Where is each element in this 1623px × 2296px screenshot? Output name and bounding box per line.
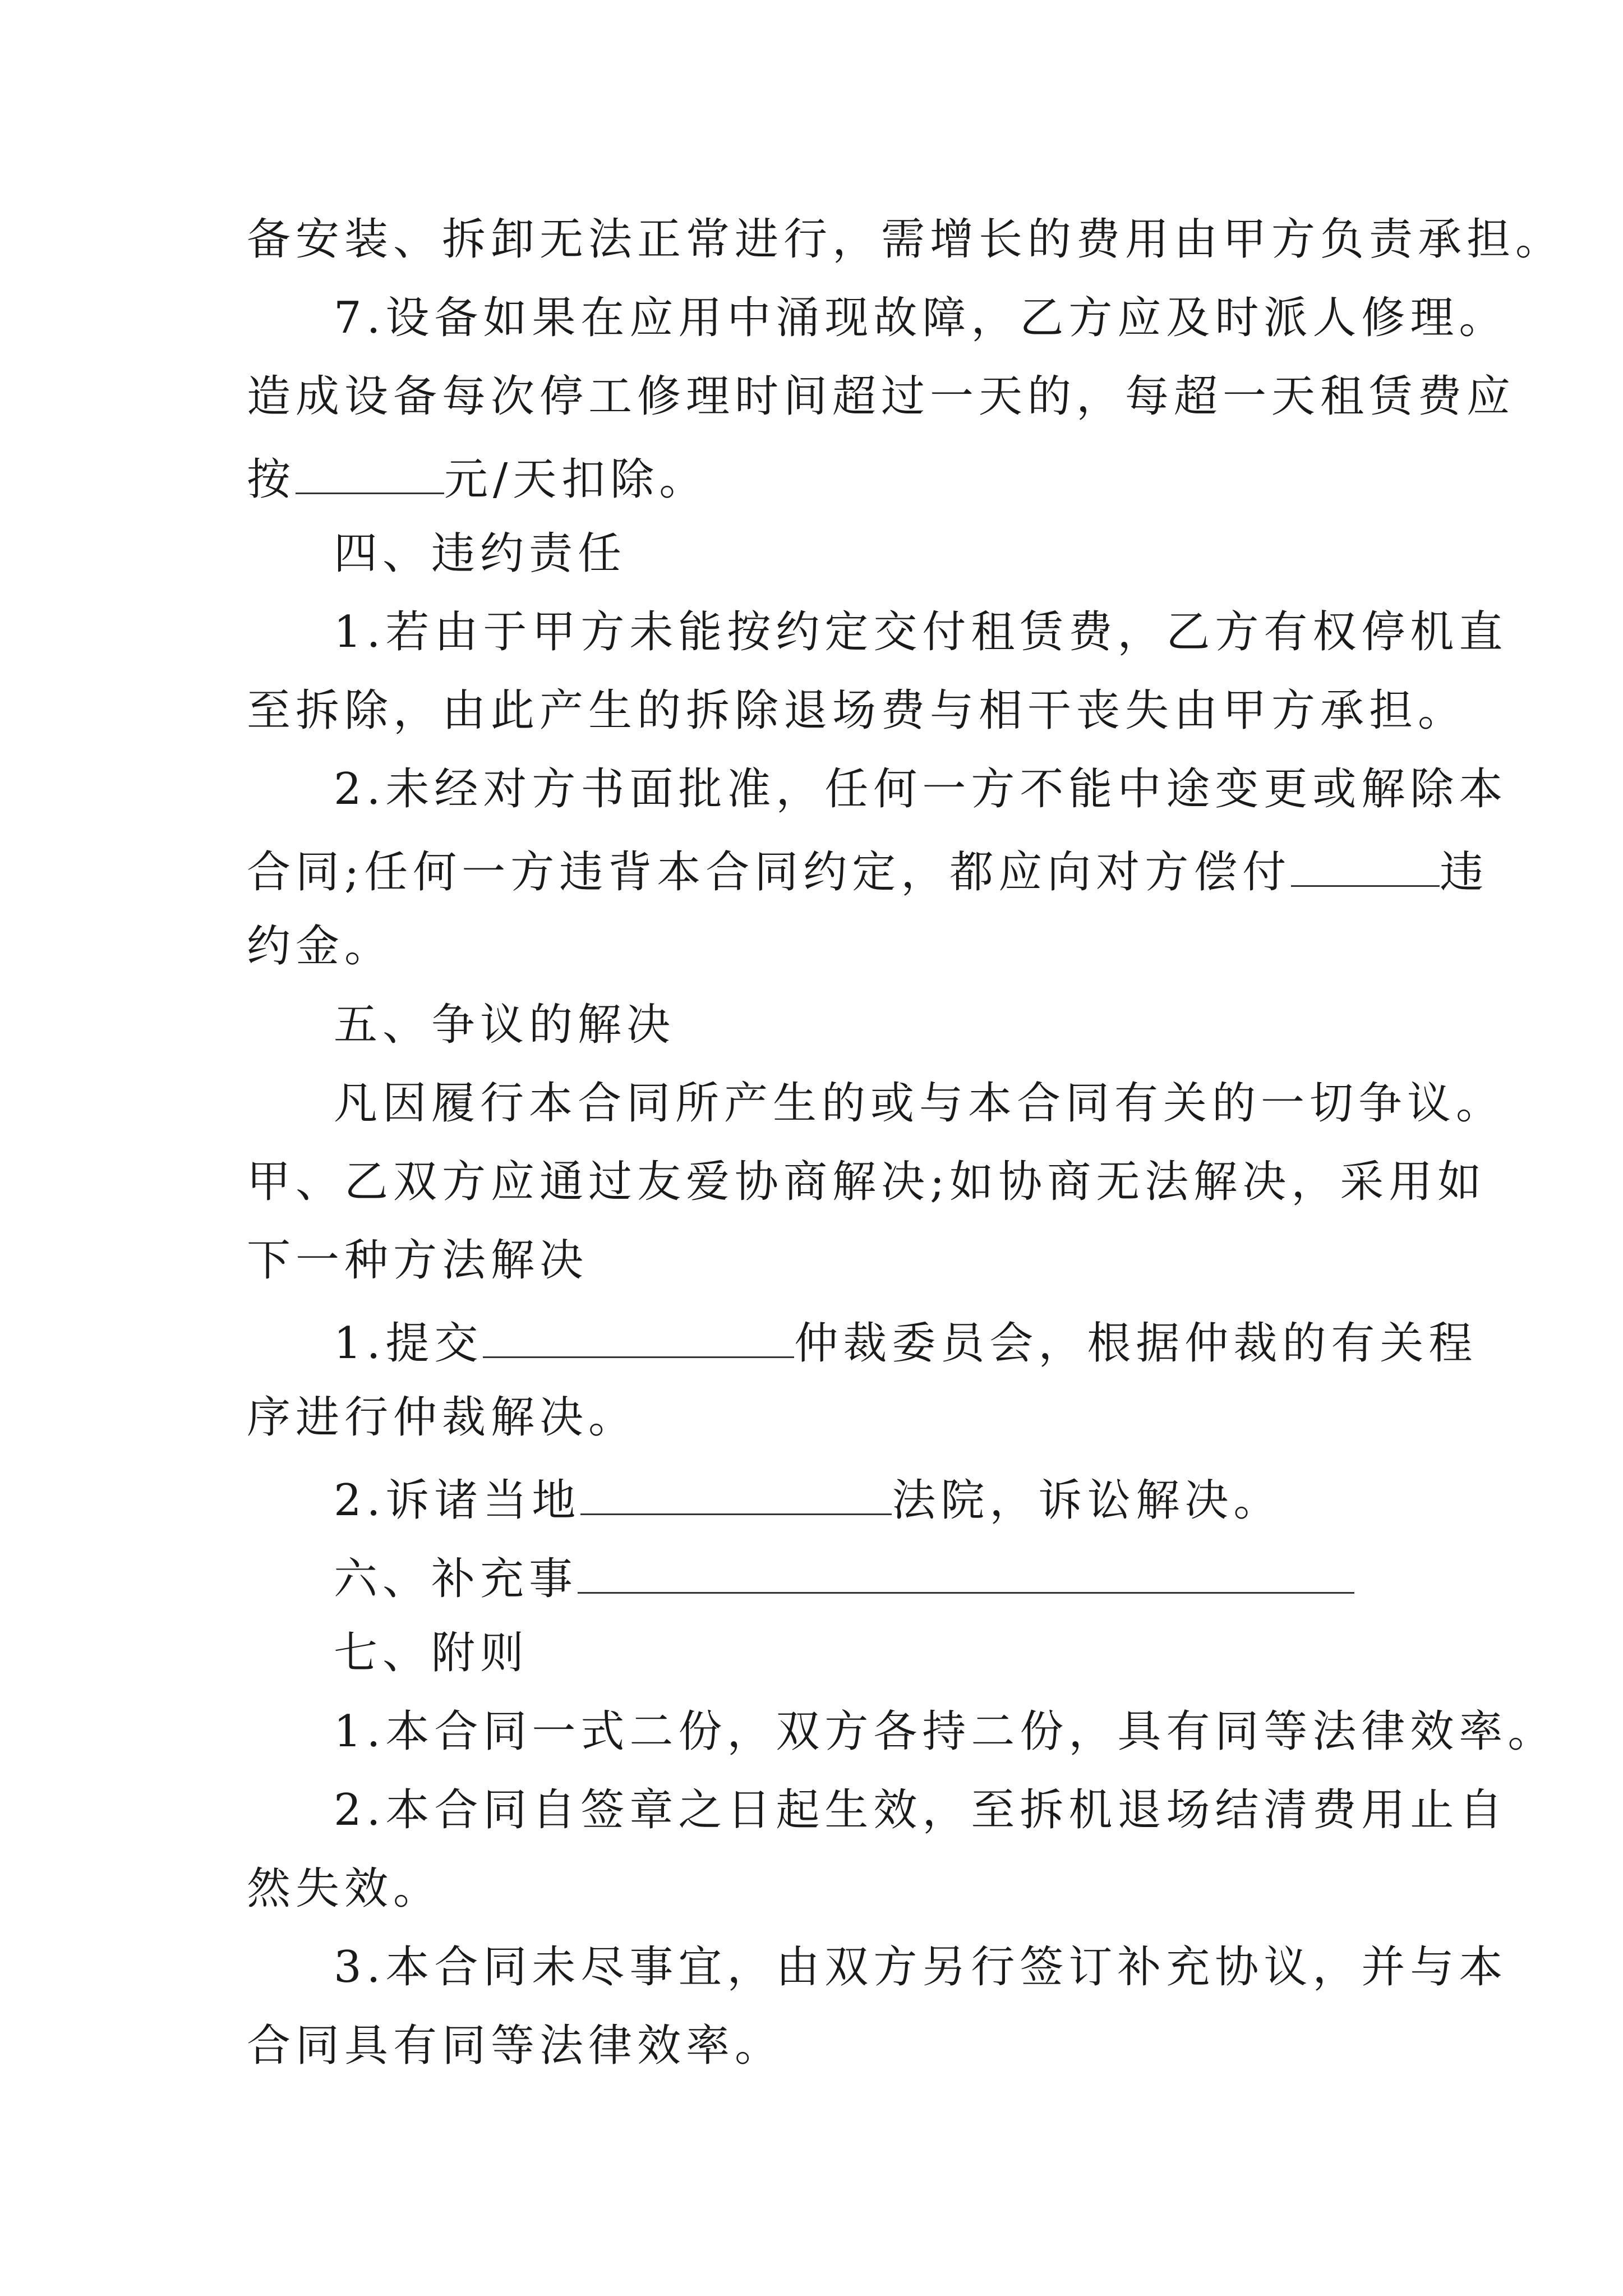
- text-segment: 仲裁委员会，根据仲裁的有关程: [794, 1318, 1478, 1369]
- heading-text: 六、补充事: [334, 1554, 578, 1604]
- paragraph-line: [247, 1864, 1402, 1914]
- text-line: 1.本合同一式二份，双方各持二份，具有同等法律效率。: [334, 1706, 1557, 1757]
- paragraph-line: [334, 607, 1508, 657]
- text-line: 2.本合同自签章之日起生效，至拆机退场结清费用止自: [334, 1785, 1508, 1835]
- fill-in-blank: [1291, 846, 1440, 887]
- text-line: 下一种方法解决: [247, 1235, 589, 1286]
- paragraph-line: [334, 293, 1508, 343]
- text-line: 3.本合同未尽事宜，由双方另行签订补充协议，并与本: [334, 1942, 1508, 1993]
- text-line: 合同具有同等法律效率。: [247, 2021, 784, 2071]
- text-line: 备安装、拆卸无法正常进行，需增长的费用由甲方负责承担。: [247, 214, 1565, 265]
- paragraph-line: [334, 1317, 1489, 1369]
- paragraph-line: [247, 846, 1489, 898]
- text-line: 约金。: [247, 921, 394, 972]
- heading-text: 七、附则: [334, 1628, 529, 1678]
- paragraph-line: [334, 1078, 1505, 1129]
- text-line: 造成设备每次停工修理时间超过一天的，每超一天租赁费应: [247, 371, 1516, 422]
- paragraph-line: [334, 1942, 1508, 1993]
- text-segment: 按: [247, 454, 296, 505]
- paragraph-line: [247, 371, 1516, 422]
- paragraph-line: [247, 1157, 1487, 1207]
- section-heading: [334, 1628, 1489, 1678]
- paragraph-line: [334, 1785, 1508, 1835]
- text-line: 然失效。: [247, 1864, 442, 1914]
- text-segment: 违: [1440, 847, 1489, 898]
- section-heading: [334, 1000, 1489, 1050]
- text-line: 甲、乙双方应通过友爱协商解决;如协商无法解决，采用如: [247, 1157, 1487, 1207]
- paragraph-line: [334, 1474, 1489, 1526]
- text-line: 2.未经对方书面批准，任何一方不能中途变更或解除本: [334, 764, 1508, 815]
- text-line: 1.若由于甲方未能按约定交付租赁费，乙方有权停机直: [334, 607, 1508, 657]
- paragraph-line: [247, 1392, 1402, 1443]
- fill-in-blank: [483, 1317, 794, 1358]
- text-line: 序进行仲裁解决。: [247, 1392, 638, 1443]
- paragraph-line: [247, 2021, 1402, 2071]
- text-segment: 2.诉诸当地: [334, 1475, 581, 1526]
- text-segment: 法院，诉讼解决。: [892, 1475, 1283, 1526]
- text-line: 至拆除，由此产生的拆除退场费与相干丧失由甲方承担。: [247, 685, 1467, 736]
- paragraph-line: [247, 453, 1402, 505]
- fill-in-blank: [580, 1474, 892, 1515]
- text-segment: 合同;任何一方违背本合同约定，都应向对方偿付: [247, 847, 1292, 898]
- text-segment: 1.提交: [334, 1318, 483, 1369]
- paragraph-line: [247, 921, 1402, 972]
- fill-in-blank: [296, 453, 444, 494]
- fill-in-blank: [578, 1553, 1354, 1594]
- paragraph-line: [247, 685, 1467, 736]
- text-segment: 元/天扣除。: [444, 454, 708, 505]
- paragraph-line: [334, 1706, 1557, 1757]
- paragraph-line: [247, 1235, 1402, 1286]
- text-line: 7.设备如果在应用中涌现故障，乙方应及时派人修理。: [334, 293, 1508, 343]
- heading-text: 五、争议的解决: [334, 1000, 676, 1050]
- section-heading: [334, 1553, 1489, 1604]
- paragraph-line: [334, 764, 1508, 815]
- heading-text: 四、违约责任: [334, 528, 627, 579]
- section-heading: [334, 528, 1489, 579]
- paragraph-line: [247, 214, 1565, 265]
- text-line: 凡因履行本合同所产生的或与本合同有关的一切争议。: [334, 1078, 1505, 1129]
